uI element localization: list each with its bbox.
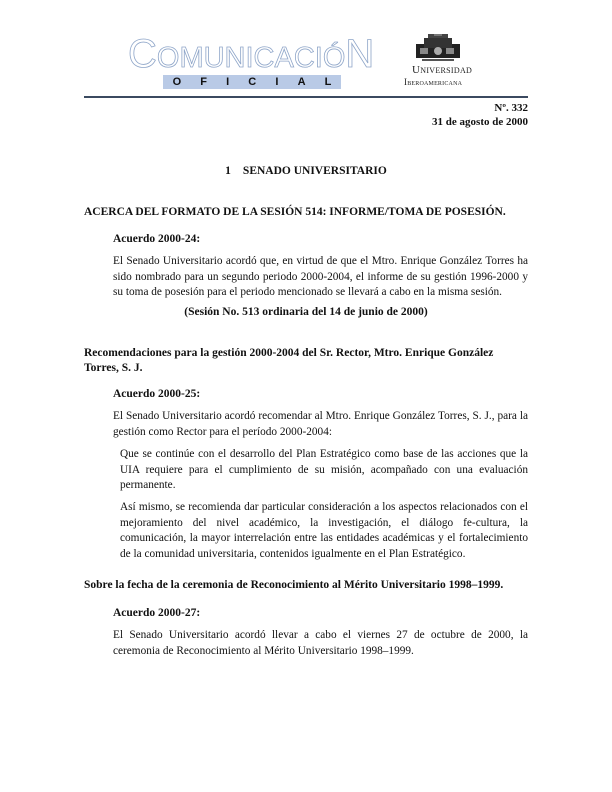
banner-title-middle: OMUNICACIÓ	[156, 42, 346, 74]
subtitle-letter: L	[324, 76, 332, 88]
recommendation-paragraph: Así mismo, se recomienda dar particular consideración a los aspectos relacionados con el mejoramiento del nivel académico, la investigación, el diálogo fe-cultura, la comunicación, la mayor interrelación entre las entidades académicas y el fortalecimiento de la comunidad universitaria, contenidos igualmente en el Plan Estratégico.	[120, 501, 528, 560]
logo-text-iberoamericana: Iberoamericana	[404, 77, 463, 87]
agreement-label: Acuerdo 2000-27:	[113, 607, 201, 619]
section-title	[0, 165, 612, 177]
section-name: SENADO UNIVERSITARIO	[242, 165, 387, 177]
banner-title	[128, 34, 374, 78]
subtitle-letter: F	[200, 76, 207, 88]
subtitle-letter: I	[275, 76, 279, 88]
agreement-text: El Senado Universitario acordó que, en virtud de que el Mtro. Enrique González Torres ha sido nombrado para un segundo periodo 2000-2004, el informe de su gestión 1996-2000 y su toma de posesión para el periodo mencionado se llevará a cabo en la misma sesión.	[113, 255, 528, 298]
topic-heading: Sobre la fecha de la ceremonia de Reconocimiento al Mérito Universitario 1998–1999.	[84, 579, 504, 591]
subtitle-letter: A	[297, 76, 306, 88]
subtitle-letter: I	[226, 76, 230, 88]
banner-title-initial: C	[128, 32, 157, 76]
issue-number: Nº. 332	[494, 102, 528, 114]
agreement-label: Acuerdo 2000-24:	[113, 233, 201, 245]
banner-subtitle	[163, 75, 341, 89]
topic-heading: Recomendaciones para la gestión 2000-2004 del Sr. Rector, Mtro. Enrique González Torres, S. J.	[84, 347, 494, 374]
header-divider	[84, 96, 528, 98]
agreement-label: Acuerdo 2000-25:	[113, 388, 201, 400]
session-note: (Sesión No. 513 ordinaria del 14 de junio de 2000)	[184, 306, 428, 318]
agreement-text: El Senado Universitario acordó recomendar al Mtro. Enrique González Torres, S. J., para la gestión como Rector para el período 2000-2004:	[113, 410, 528, 438]
university-crest-icon	[416, 34, 460, 62]
section-number: 1	[225, 165, 231, 177]
issue-date: 31 de agosto de 2000	[432, 116, 528, 128]
agreement-text: El Senado Universitario acordó llevar a cabo el viernes 27 de octubre de 2000, la ceremonia de Reconocimiento al Mérito Universitario 1998–1999.	[113, 629, 528, 657]
recommendation-paragraph: Que se continúe con el desarrollo del Plan Estratégico como base de las acciones que la UIA requiere para el cumplimiento de su misión, acompañado con una evaluación permanente.	[120, 448, 528, 491]
topic-heading: ACERCA DEL FORMATO DE LA SESIÓN 514: INFORME/TOMA DE POSESIÓN.	[84, 206, 506, 218]
subtitle-letter: O	[172, 76, 182, 88]
banner-title-final: N	[345, 32, 375, 76]
logo-text-universidad: Universidad	[412, 64, 473, 76]
issue-meta	[432, 101, 528, 129]
subtitle-letter: C	[248, 76, 257, 88]
